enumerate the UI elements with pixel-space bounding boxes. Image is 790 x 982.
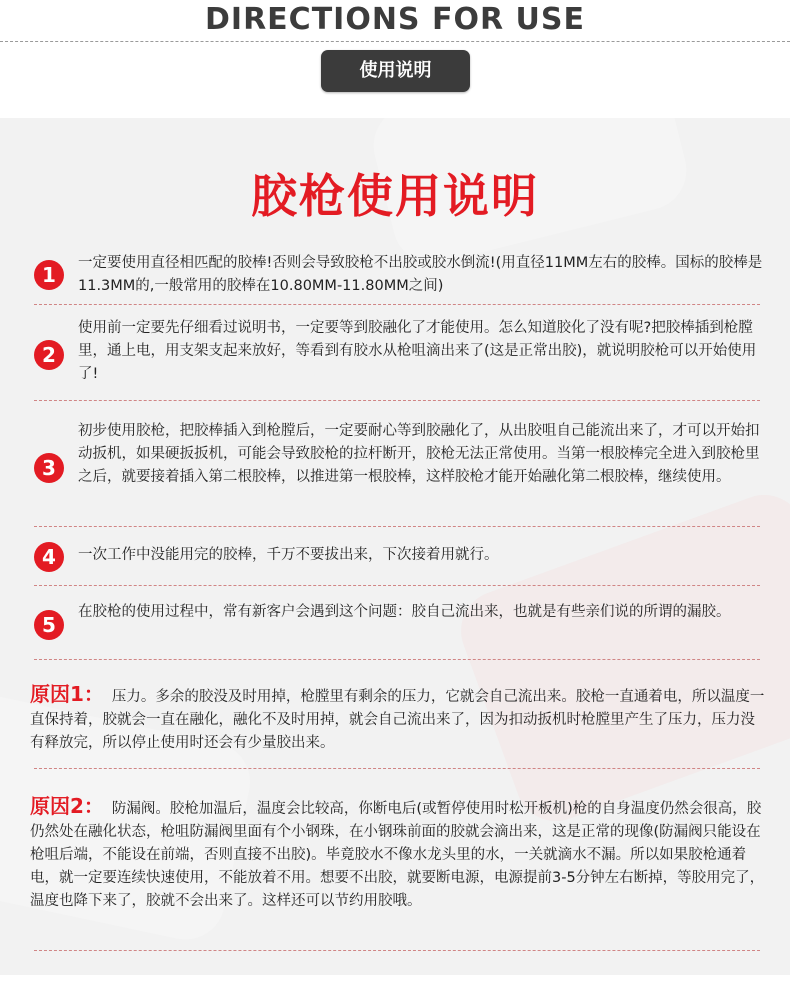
step-text: 一定要使用直径相匹配的胶棒!否则会导致胶枪不出胶或胶水倒流!(用直径11MM左右的胶棒。国标的胶棒是11.3MM的,一般常用的胶棒在10.80MM-11.80MM之间)	[78, 255, 763, 294]
step-text: 一次工作中没能用完的胶棒，千万不要拔出来，下次接着用就行。	[78, 547, 499, 563]
divider	[34, 400, 760, 401]
step-item	[34, 601, 762, 649]
step-text: 在胶枪的使用过程中，常有新客户会遇到这个问题：胶自己流出来，也就是有些亲们说的所谓的漏胶。	[78, 604, 731, 620]
reason-paragraph	[30, 683, 765, 755]
step-item	[34, 317, 762, 389]
step-item	[34, 420, 762, 514]
reason-label: 原因1：	[30, 682, 104, 706]
page-header	[0, 0, 790, 110]
step-number-badge: 3	[34, 453, 64, 483]
divider	[34, 526, 760, 527]
step-text: 使用前一定要先仔细看过说明书，一定要等到胶融化了才能使用。怎么知道胶化了没有呢?把胶棒插到枪膛里，通上电，用支架支起来放好，等看到有胶水从枪咀滴出来了(这是正常出胶)，就说明胶枪可以开始使用了!	[78, 320, 757, 382]
step-item	[34, 544, 762, 574]
reason-text: 压力。多余的胶没及时用掉，枪膛里有剩余的压力，它就会自己流出来。胶枪一直通着电，所以温度一直保持着，胶就会一直在融化，融化不及时用掉，就会自己流出来了，因为扣动扳机时枪膛里产生了压力，压力没有释放完，所以停止使用时还会有少量胶出来。	[30, 689, 765, 751]
reason-text: 防漏阀。胶枪加温后，温度会比较高，你断电后(或暂停使用时松开板机)枪的自身温度仍然会很高，胶仍然处在融化状态，枪咀防漏阀里面有个小钢珠，在小钢珠前面的胶就会滴出来，这是正常的现像(防漏阀只能设在枪咀后端，不能设在前端，否则直接不出胶)。毕竟胶水不像水龙头里的水，一关就滴水不漏。所以如果胶枪通着电，就一定要连续快速使用，不能放着不用。想要不出胶，就要断电源，电源提前3-5分钟左右断掉，等胶用完了，温度也降下来了，胶就不会出来了。这样还可以节约用胶哦。	[30, 801, 765, 909]
step-item	[34, 252, 762, 302]
divider	[34, 304, 760, 305]
instructions-panel	[0, 118, 790, 975]
divider	[34, 659, 760, 660]
divider	[34, 585, 760, 586]
section-pill-label: 使用说明	[321, 50, 470, 92]
header-divider	[0, 41, 790, 42]
reason-paragraph	[30, 795, 765, 913]
background-decoration	[450, 484, 790, 833]
step-text: 初步使用胶枪，把胶棒插入到枪膛后，一定要耐心等到胶融化了，从出胶咀自己能流出来了，才可以开始扣动扳机，如果硬扳扳机，可能会导致胶枪的拉杆断开，胶枪无法正常使用。当第一根胶棒完全进入到胶枪里之后，就要接着插入第二根胶棒，以推进第一根胶棒，这样胶枪才能开始融化第二根胶棒，继续使用。	[78, 423, 760, 485]
main-title: 胶枪使用说明	[251, 169, 539, 223]
english-title: DIRECTIONS FOR USE	[205, 2, 585, 37]
divider	[34, 950, 760, 951]
divider	[34, 768, 760, 769]
step-number-badge: 1	[34, 260, 64, 290]
step-number-badge: 4	[34, 542, 64, 572]
step-number-badge: 5	[34, 610, 64, 640]
reason-label: 原因2：	[30, 794, 104, 818]
step-number-badge: 2	[34, 340, 64, 370]
